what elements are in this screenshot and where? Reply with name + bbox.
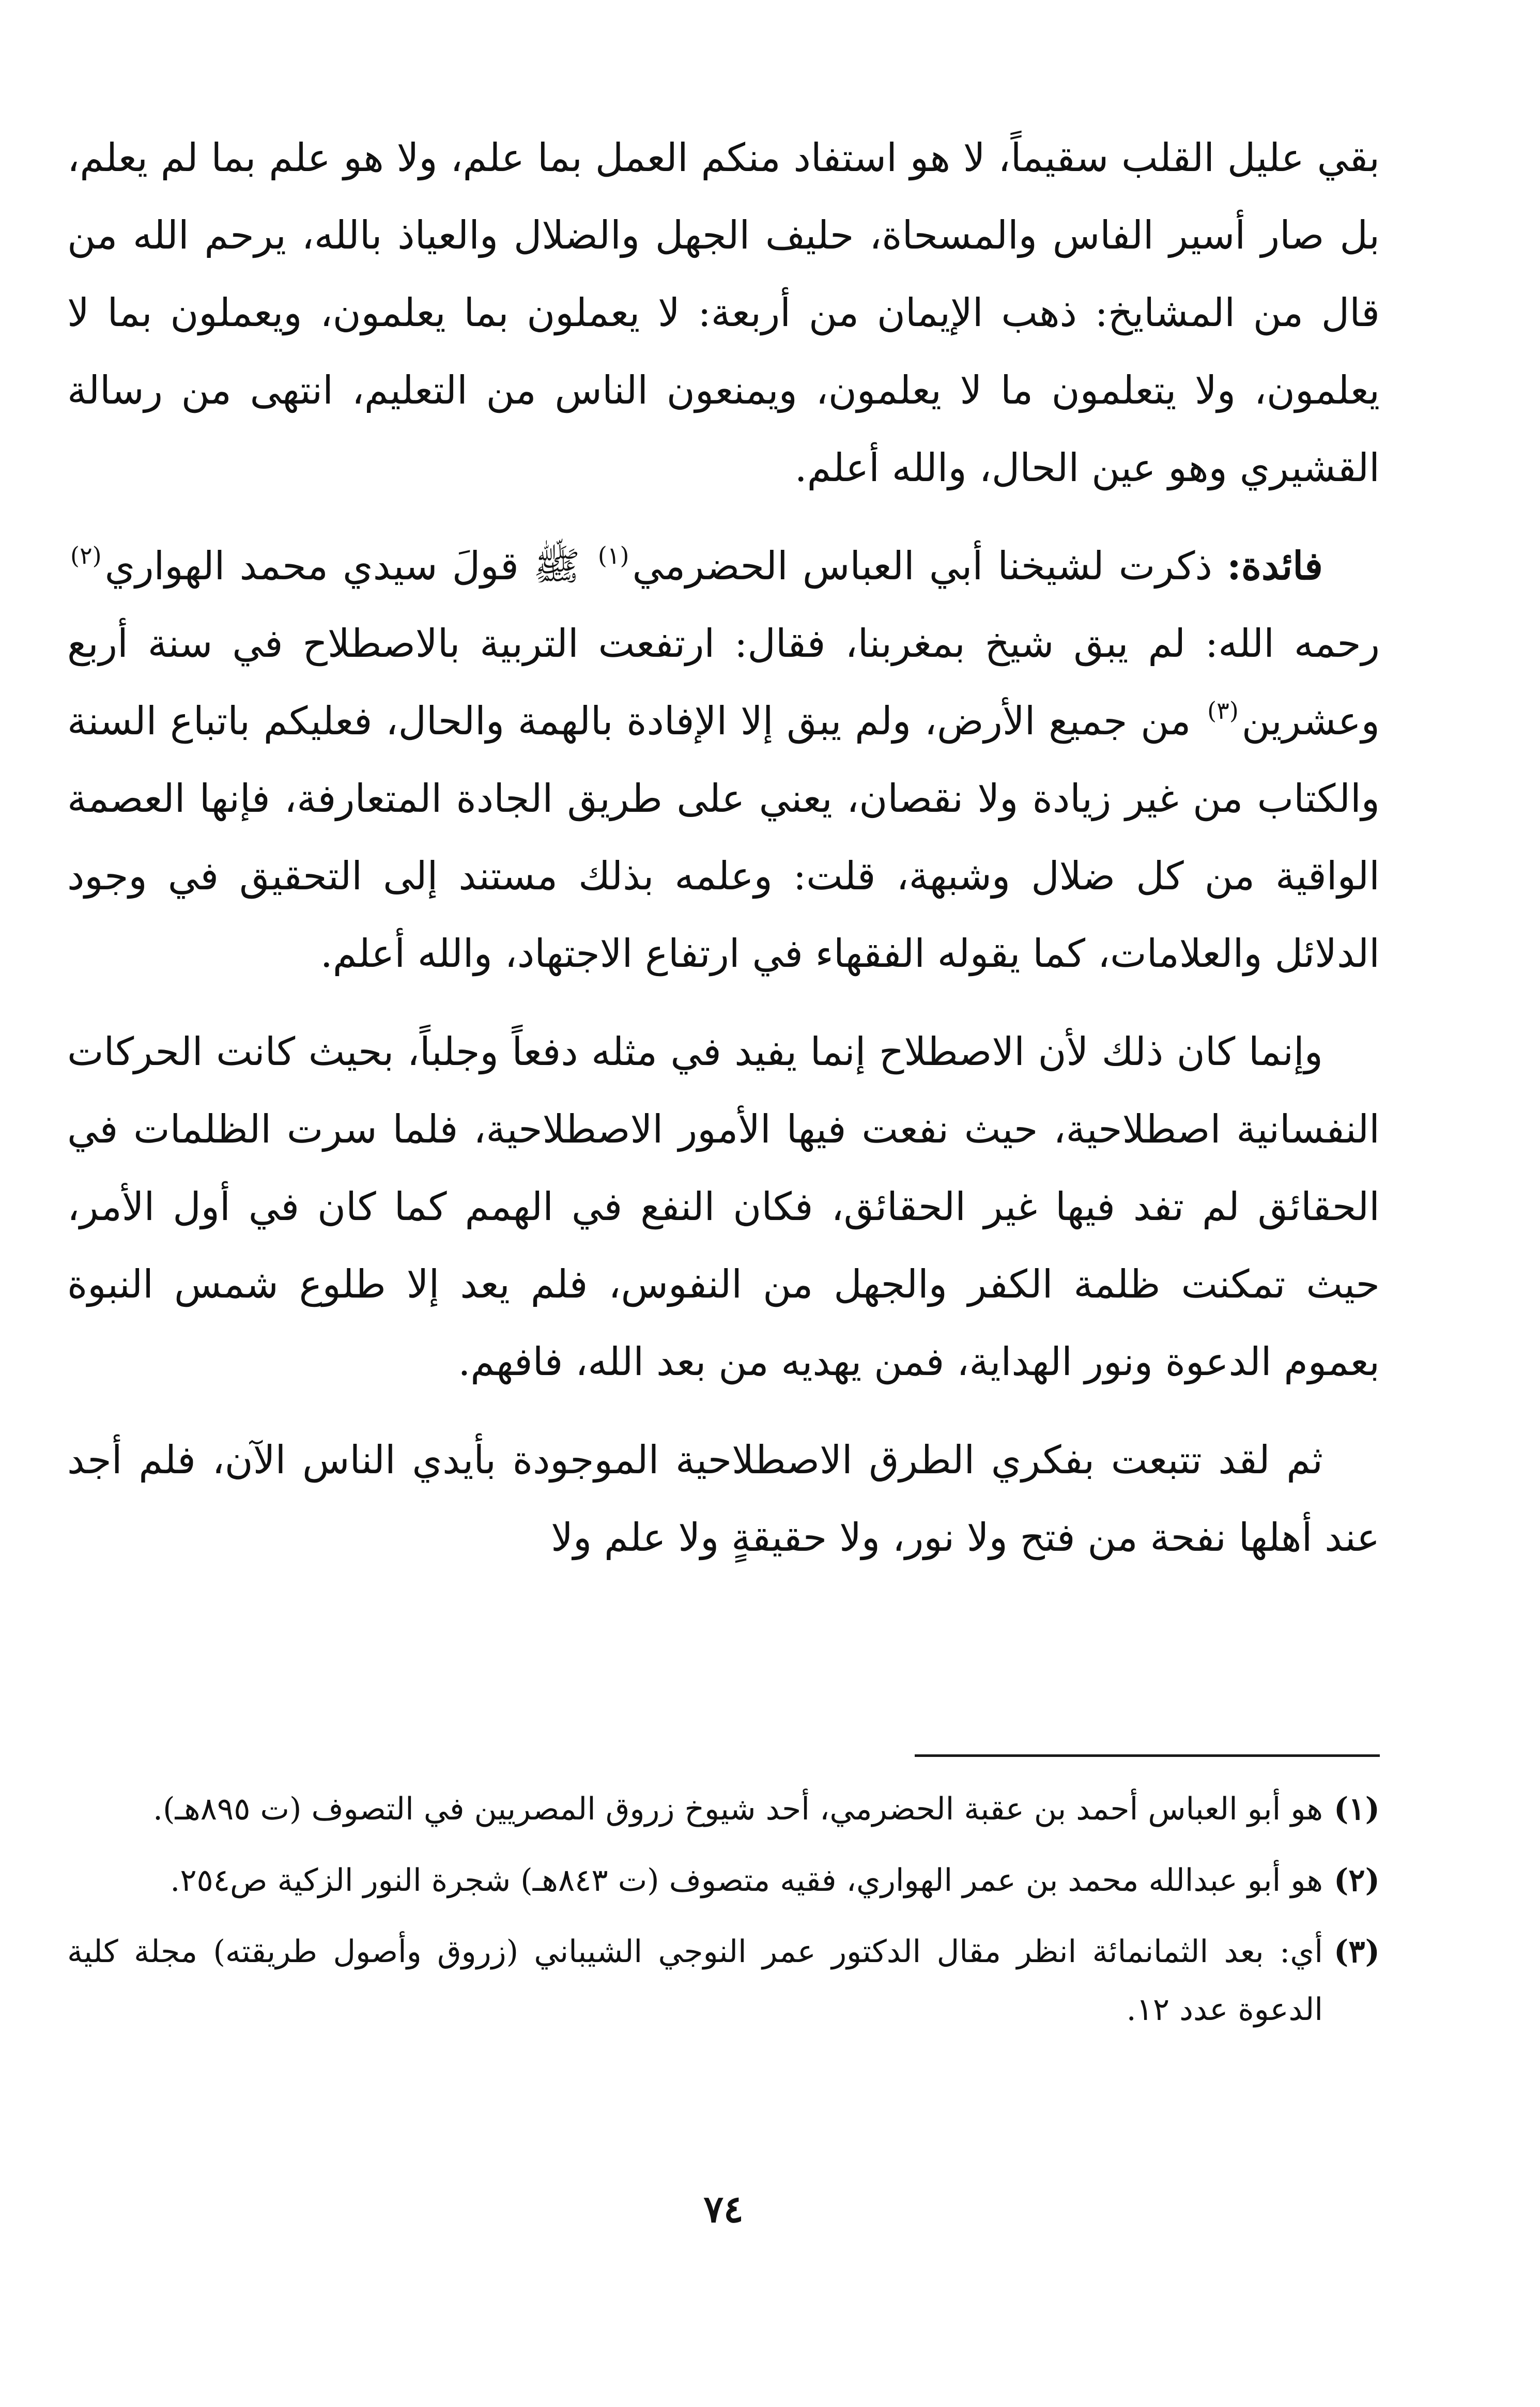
paragraph-1 xyxy=(67,119,1380,506)
paragraph-2-text-4: من جميع الأرض، ولم يبق إلا الإفادة بالهمة والحال، فعليكم باتباع السنة والكتاب من غير زيادة ولا نقصان، يعني على طريق الجادة المتعارفة، فإنها العصمة الواقية من كل ضلال وشبهة، قلت: وعلمه بذلك مستند إلى التحقيق في وجود الدلائل والعلامات، كما يقوله الفقهاء في ارتفاع الاجتهاد، والله أعلم. xyxy=(67,698,1380,976)
book-page xyxy=(67,119,1380,2289)
paragraph-4-text: ثم لقد تتبعت بفكري الطرق الاصطلاحية الموجودة بأيدي الناس الآن، فلم أجد عند أهلها نفحة من فتح ولا نور، ولا حقيقةٍ ولا علم ولا xyxy=(67,1437,1380,1560)
footnote-3-number: (٣) xyxy=(1333,1934,1380,1970)
paragraph-2-text-3: رحمه الله: لم يبق شيخ بمغربنا، فقال: ارتفعت التربية بالاصطلاح في سنة أربع وعشرين xyxy=(67,621,1380,744)
footnote-ref-3: (٣) xyxy=(1207,697,1239,724)
footnote-1-text: هو أبو العباس أحمد بن عقبة الحضرمي، أحد شيوخ زروق المصريين في التصوف (ت ٨٩٥هـ). xyxy=(153,1791,1323,1827)
paragraph-1-text: بقي عليل القلب سقيماً، لا هو استفاد منكم العمل بما علم، ولا هو علم بما لم يعلم، بل صار أسير الفاس والمسحاة، حليف الجهل والضلال والعياذ بالله، يرحم الله من قال من المشايخ: ذهب الإيمان من أربعة: لا يعملون بما يعلمون، ويعملون بما لا يعلمون، ولا يتعلمون ما لا يعلمون، ويمنعون الناس من التعليم، انتهى من رسالة القشيري وهو عين الحال، والله أعلم. xyxy=(67,135,1380,490)
footnote-ref-1: (١) xyxy=(597,542,629,569)
footnote-3 xyxy=(67,1923,1380,2039)
footnote-2-number: (٢) xyxy=(1333,1862,1380,1899)
footnote-separator xyxy=(915,1754,1380,1757)
paragraph-3 xyxy=(67,1013,1380,1400)
footnotes xyxy=(67,1780,1380,2052)
main-text xyxy=(67,119,1380,1576)
footnote-1 xyxy=(67,1780,1380,1838)
paragraph-4 xyxy=(67,1421,1380,1576)
footnote-2-text: هو أبو عبدالله محمد بن عمر الهواري، فقيه متصوف (ت ٨٤٣هـ) شجرة النور الزكية ص٢٥٤. xyxy=(170,1862,1323,1899)
footnote-3-text: أي: بعد الثمانمائة انظر مقال الدكتور عمر النوجي الشيباني (زروق وأصول طريقته) مجلة كلية الدعوة عدد ١٢. xyxy=(67,1934,1323,2028)
paragraph-2-lead: فائدة: xyxy=(1227,543,1323,589)
footnote-ref-2: (٢) xyxy=(70,542,102,569)
footnote-1-number: (١) xyxy=(1333,1791,1380,1827)
paragraph-2-text-1: ذكرت لشيخنا أبي العباس الحضرمي xyxy=(632,543,1212,589)
footnote-2 xyxy=(67,1851,1380,1909)
page-number: ٧٤ xyxy=(703,2187,744,2231)
paragraph-3-text: وإنما كان ذلك لأن الاصطلاح إنما يفيد في مثله دفعاً وجلباً، بحيث كانت الحركات النفسانية اصطلاحية، حيث نفعت فيها الأمور الاصطلاحية، فلما سرت الظلمات في الحقائق لم تفد فيها غير الحقائق، فكان النفع في الهمم كما كان في أول الأمر، حيث تمكنت ظلمة الكفر والجهل من النفوس، فلم يعد إلا طلوع شمس النبوة بعموم الدعوة ونور الهداية، فمن يهديه من بعد الله، فافهم. xyxy=(67,1029,1380,1384)
paragraph-2 xyxy=(67,527,1380,992)
paragraph-2-text-2: ﷺ قولَ سيدي محمد الهواري xyxy=(104,543,580,589)
